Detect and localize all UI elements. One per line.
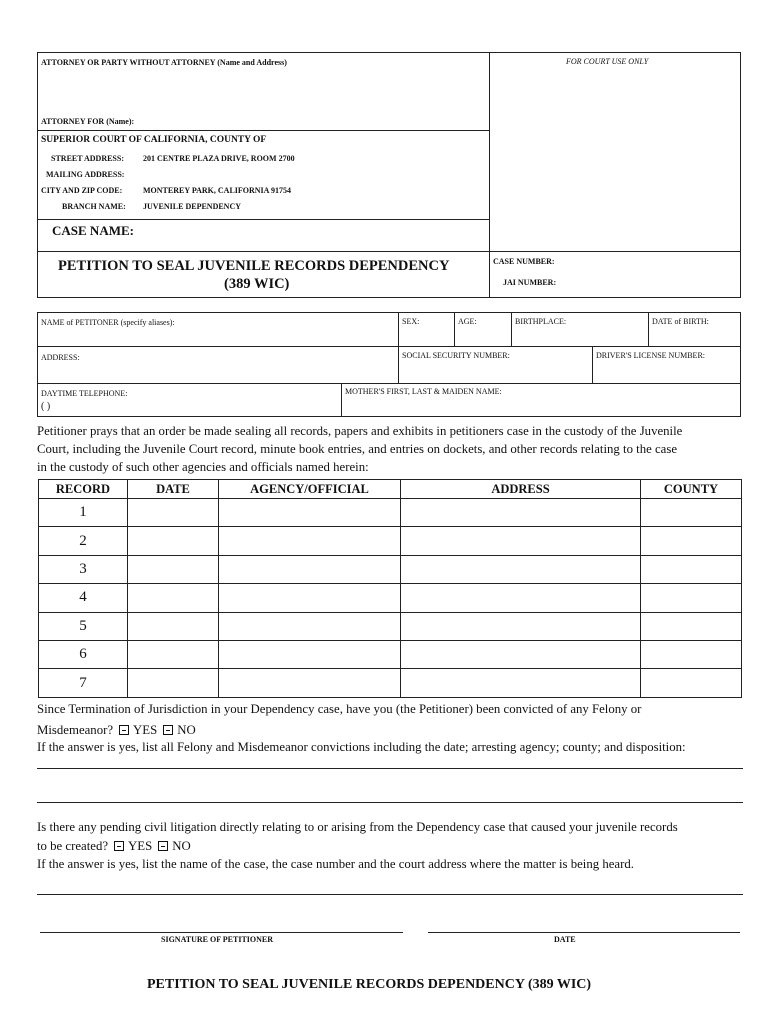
attorney-for-label: ATTORNEY FOR (Name): <box>41 117 135 126</box>
address-label: ADDRESS: <box>41 353 80 362</box>
phone-label: DAYTIME TELEPHONE: <box>41 389 128 398</box>
litigation-line-2 <box>37 837 191 855</box>
age-label: AGE: <box>458 317 477 326</box>
litigation-yes-checkbox[interactable] <box>114 841 124 851</box>
litigation-no-label: NO <box>172 839 191 853</box>
record-number: 1 <box>39 499 128 527</box>
birthplace-label: BIRTHPLACE: <box>515 317 567 326</box>
city-value: MONTEREY PARK, CALIFORNIA 91754 <box>143 186 292 195</box>
grid-line <box>454 312 455 346</box>
prayer-line-2: Court, including the Juvenile Court record, minute book entries, and entries on dockets, and other records relating to the case <box>37 442 678 456</box>
prayer-line-1: Petitioner prays that an order be made sealing all records, papers and exhibits in petitioners case in the custody of the Juvenile <box>37 424 683 438</box>
ssn-label: SOCIAL SECURITY NUMBER: <box>402 351 510 360</box>
mailing-label: MAILING ADDRESS: <box>46 170 125 179</box>
phone-parens: ( ) <box>41 401 51 412</box>
table-row <box>39 669 742 697</box>
agency-cell[interactable] <box>219 527 401 555</box>
court-use-label: FOR COURT USE ONLY <box>566 57 649 66</box>
col-agency: AGENCY/OFFICIAL <box>219 480 401 499</box>
date-cell[interactable] <box>128 669 219 697</box>
conviction-answer-line-2[interactable] <box>37 802 743 803</box>
signature-line[interactable] <box>40 932 403 933</box>
case-name-label: CASE NAME: <box>52 223 134 238</box>
form-title-line1: PETITION TO SEAL JUVENILE RECORDS DEPENDENCY <box>58 258 450 274</box>
county-cell[interactable] <box>641 640 742 668</box>
grid-line <box>398 312 399 383</box>
agency-cell[interactable] <box>219 499 401 527</box>
attorney-label: ATTORNEY OR PARTY WITHOUT ATTORNEY (Name and Address) <box>41 58 287 67</box>
litigation-line-3: If the answer is yes, list the name of the case, the case number and the court address where the matter is being heard. <box>37 857 634 871</box>
petitioner-row-divider-1 <box>37 346 741 347</box>
record-number: 5 <box>39 612 128 640</box>
conviction-line-1: Since Termination of Jurisdiction in your Dependency case, have you (the Petitioner) been convicted of any Felony or <box>37 702 642 716</box>
sex-label: SEX: <box>402 317 420 326</box>
jai-number-label: JAI NUMBER: <box>503 278 557 287</box>
litigation-no-checkbox[interactable] <box>158 841 168 851</box>
prayer-line-3: in the custody of such other agencies and officials named herein: <box>37 460 369 474</box>
signature-label: SIGNATURE OF PETITIONER <box>161 935 274 944</box>
litigation-line-1: Is there any pending civil litigation directly relating to or arising from the Dependency case that caused your juvenile records <box>37 820 678 834</box>
address-cell[interactable] <box>401 640 641 668</box>
conviction-line-3: If the answer is yes, list all Felony and Misdemeanor convictions including the date; arresting agency; county; and disposition: <box>37 740 686 754</box>
conviction-yes-checkbox[interactable] <box>119 725 129 735</box>
date-line[interactable] <box>428 932 740 933</box>
footer-title: PETITION TO SEAL JUVENILE RECORDS DEPENDENCY (389 WIC) <box>147 977 592 992</box>
petitioner-row-divider-2 <box>37 383 741 384</box>
conviction-question-end: Misdemeanor? <box>37 723 114 737</box>
case-number-label: CASE NUMBER: <box>493 257 555 266</box>
grid-line <box>648 312 649 346</box>
street-value: 201 CENTRE PLAZA DRIVE, ROOM 2700 <box>143 154 295 163</box>
county-cell[interactable] <box>641 527 742 555</box>
date-cell[interactable] <box>128 499 219 527</box>
grid-line <box>592 346 593 383</box>
conviction-no-checkbox[interactable] <box>163 725 173 735</box>
agency-cell[interactable] <box>219 669 401 697</box>
table-row <box>39 640 742 668</box>
petitioner-name-label: NAME of PETITONER (specify aliases): <box>41 318 175 327</box>
county-cell[interactable] <box>641 669 742 697</box>
date-cell[interactable] <box>128 555 219 583</box>
county-cell[interactable] <box>641 612 742 640</box>
col-address: ADDRESS <box>401 480 641 499</box>
table-row <box>39 584 742 612</box>
conviction-yes-label: YES <box>133 723 158 737</box>
record-number: 3 <box>39 555 128 583</box>
table-row <box>39 527 742 555</box>
conviction-no-label: NO <box>177 723 196 737</box>
court-title: SUPERIOR COURT OF CALIFORNIA, COUNTY OF <box>41 135 267 145</box>
col-county: COUNTY <box>641 480 742 499</box>
agency-cell[interactable] <box>219 640 401 668</box>
record-number: 4 <box>39 584 128 612</box>
city-label: CITY AND ZIP CODE: <box>41 186 123 195</box>
address-cell[interactable] <box>401 669 641 697</box>
litigation-question-end: to be created? <box>37 839 109 853</box>
table-row <box>39 612 742 640</box>
grid-line <box>341 383 342 417</box>
table-row <box>39 499 742 527</box>
date-cell[interactable] <box>128 527 219 555</box>
grid-line <box>511 312 512 346</box>
address-cell[interactable] <box>401 584 641 612</box>
header-divider <box>489 52 490 298</box>
records-header-row <box>39 480 742 499</box>
records-table <box>38 479 742 698</box>
litigation-answer-line[interactable] <box>37 894 743 895</box>
address-cell[interactable] <box>401 555 641 583</box>
agency-cell[interactable] <box>219 555 401 583</box>
date-cell[interactable] <box>128 640 219 668</box>
agency-cell[interactable] <box>219 612 401 640</box>
date-cell[interactable] <box>128 584 219 612</box>
address-cell[interactable] <box>401 499 641 527</box>
col-date: DATE <box>128 480 219 499</box>
street-label: STREET ADDRESS: <box>51 154 124 163</box>
table-row <box>39 555 742 583</box>
col-record: RECORD <box>39 480 128 499</box>
record-number: 2 <box>39 527 128 555</box>
litigation-yes-label: YES <box>128 839 153 853</box>
address-cell[interactable] <box>401 612 641 640</box>
branch-value: JUVENILE DEPENDENCY <box>143 202 242 211</box>
petitioner-box <box>37 312 741 417</box>
date-label: DATE <box>554 935 576 944</box>
conviction-line-2 <box>37 721 196 739</box>
record-number: 7 <box>39 669 128 697</box>
county-cell[interactable] <box>641 499 742 527</box>
branch-label: BRANCH NAME: <box>62 202 126 211</box>
record-number: 6 <box>39 640 128 668</box>
county-cell[interactable] <box>641 555 742 583</box>
conviction-answer-line-1[interactable] <box>37 768 743 769</box>
agency-cell[interactable] <box>219 584 401 612</box>
date-cell[interactable] <box>128 612 219 640</box>
dob-label: DATE of BIRTH: <box>652 317 709 326</box>
case-name-divider <box>37 219 489 220</box>
form-title-line2: (389 WIC) <box>224 276 290 292</box>
address-cell[interactable] <box>401 527 641 555</box>
county-cell[interactable] <box>641 584 742 612</box>
title-divider <box>37 251 741 252</box>
license-label: DRIVER'S LICENSE NUMBER: <box>596 351 706 360</box>
mother-name-label: MOTHER'S FIRST, LAST & MAIDEN NAME: <box>345 387 502 396</box>
court-divider <box>37 130 489 131</box>
